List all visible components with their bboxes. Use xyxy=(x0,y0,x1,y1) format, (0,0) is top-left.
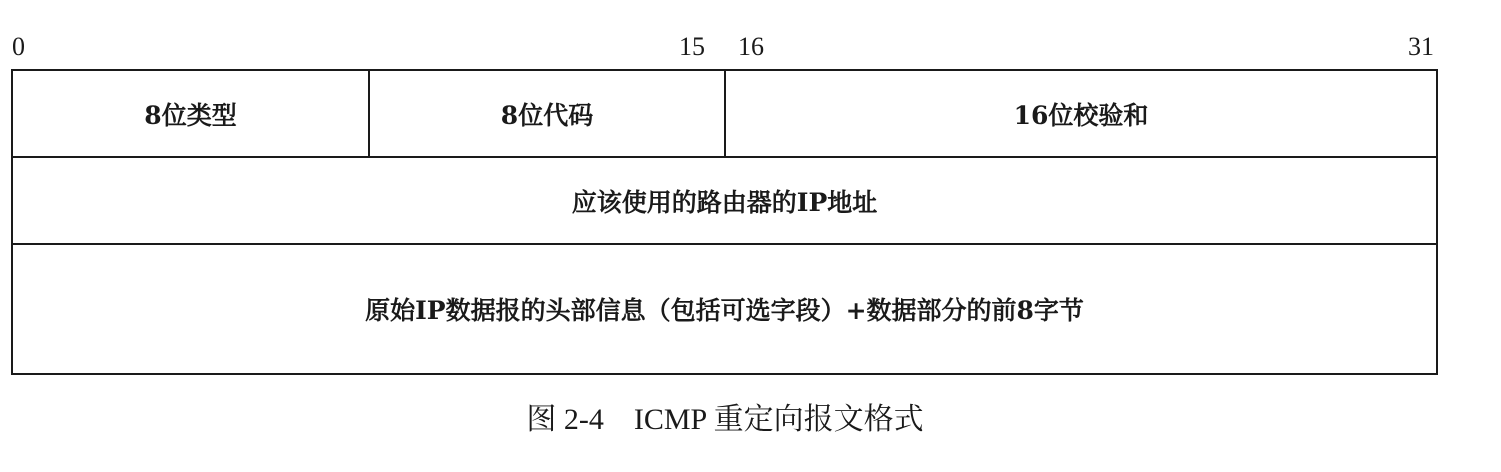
field-checksum: 16位校验和 xyxy=(1013,100,1149,130)
bit-label-31: 31 xyxy=(1408,32,1434,61)
figure-caption: 图 2-4 ICMP 重定向报文格式 xyxy=(526,403,924,436)
field-type: 8位类型 xyxy=(13,71,370,156)
row-router-ip xyxy=(13,158,1436,245)
bit-label-16: 16 xyxy=(738,32,764,61)
bit-label-0: 0 xyxy=(12,32,25,61)
field-code: 8位代码 xyxy=(370,71,726,156)
bit-label-15: 15 xyxy=(679,32,705,61)
row-header-fields xyxy=(13,71,1436,158)
field-original-header: 原始IP数据报的头部信息（包括可选字段）+数据部分的前8字节 xyxy=(365,296,1084,325)
field-router-ip: 应该使用的路由器的IP地址 xyxy=(571,187,878,217)
icmp-packet-diagram xyxy=(11,69,1438,375)
row-original-header xyxy=(13,245,1436,373)
